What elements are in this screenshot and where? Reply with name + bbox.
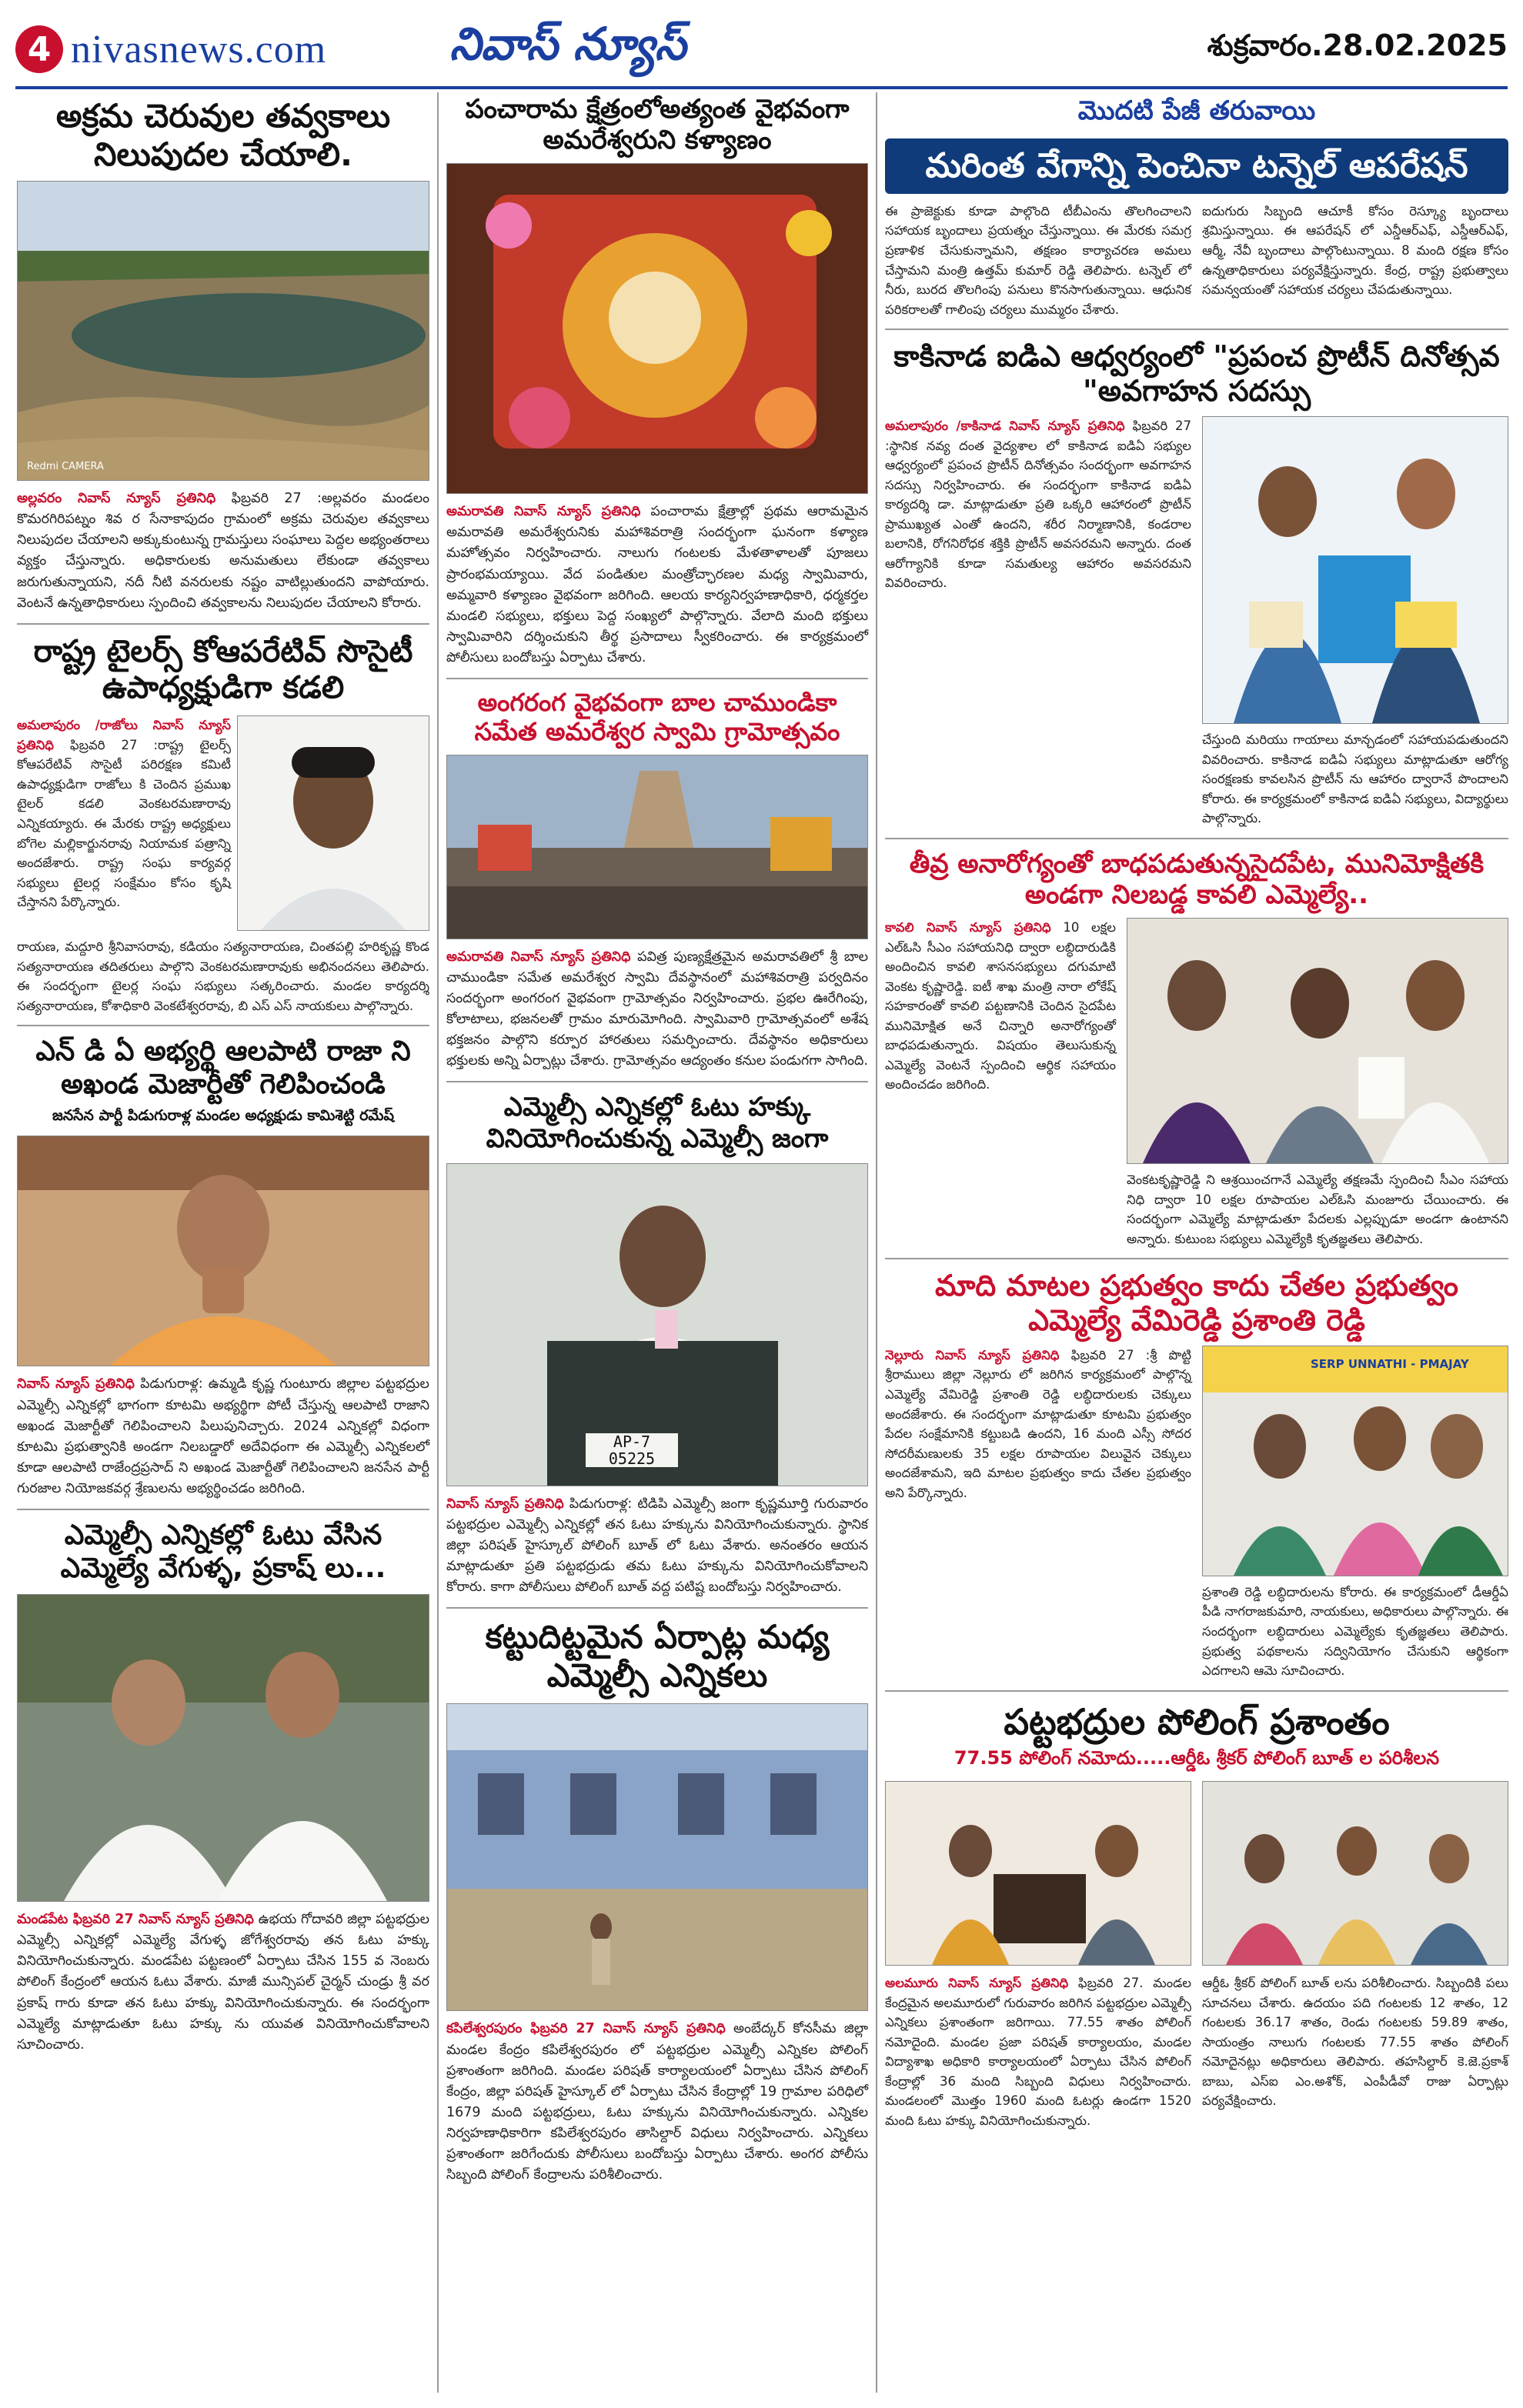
story-body-continued: వెంకటకృష్ణారెడ్డి ని ఆశ్రయించగానే ఎమ్మెల్యే తక్షణమే స్పందించి సీఎం సహాయ నిధి ద్వారా 10 లక్షల రూపాయల ఎల్ఓసి మంజూరు చేయించారు. ఈ సందర్భంగా ఎమ్మెల్యే మాట్లాడుతూ పేదలకు ఎల్లప్పుడూ అండగా ఉంటానని అన్నారు. కుటుంబ సభ్యులు ఎమ్మెల్యేకి కృతజ్ఞతలు తెలిపారు. xyxy=(1127,1172,1508,1246)
story-body-continued: చేస్తుంది మరియు గాయాలు మాన్చడంలో సహాయపడుతుందని వివరించారు. కాకినాడ ఐడిఏ సభ్యులు మాట్లాడుతూ ఆరోగ్య సంరక్షణకు కావలసిన ప్రొటీన్ ను ఆహారం ద్వారానే పొందాలని కోరారు. ఈ కార్యక్రమంలో కాకినాడ ఐడిఏ సభ్యులు, విద్యార్థులు పాల్గొన్నారు. xyxy=(1202,732,1508,826)
story-divider xyxy=(885,329,1508,330)
byline: కపిలేశ్వరపురం ఫిబ్రవరి 27 నివాస్ న్యూస్ ప్రతినిధి xyxy=(446,2021,726,2037)
photo-banner-text: SERP UNNATHI - PMAJAY xyxy=(1311,1356,1469,1371)
story-protein-day xyxy=(885,339,1508,828)
subheadline: 77.55 పోలింగ్ నమోదు.....ఆర్డీఓ శ్రీకర్ పోలింగ్ బూత్ ల పరిశీలన xyxy=(954,1746,1440,1769)
story-text: పిడుగురాళ్ల: టిడిపి ఎమ్మెల్సీ జంగా కృష్ణమూర్తి గురువారం పట్టభద్రుల ఎమ్మెల్సీ ఎన్నికల్లో తన ఓటు హక్కును వినియోగించుకున్నారు. స్థానిక జిల్లా పరిషత్ హైస్కూల్ పోలింగ్ బూత్ లో ఓటు వేశారు. అనంతరం ఆయన మాట్లాడుతూ ప్రతి పట్టభద్రుడు తమ ఓటు హక్కును వినియోగించుకోవాలని కోరారు. కాగా పోలీసులు పోలింగ్ బూత్ వద్ద పటిష్ట బందోబస్తు నిర్వహించారు. xyxy=(446,1496,868,1596)
page-number: 4 xyxy=(15,25,63,73)
doctors-photo xyxy=(1202,416,1508,724)
story-kavali-mla xyxy=(885,849,1508,1249)
voters-photo xyxy=(17,1594,429,1902)
site-url[interactable]: nivasnews.com xyxy=(71,27,327,72)
story-divider xyxy=(17,623,429,625)
story-body xyxy=(17,1374,429,1499)
headline: అంగరంగ వైభవంగా బాల చాముండికా సమేత అమరేశ్వర స్వామి గ్రామోత్సవం xyxy=(474,688,840,746)
story-body xyxy=(446,2019,868,2186)
mla-cheque-image xyxy=(1127,919,1508,1163)
byline: నివాస్ న్యూస్ ప్రతినిధి xyxy=(446,1496,564,1512)
headline: ఎన్ డి ఏ అభ్యర్థి ఆలపాటి రాజా ని అఖండ మెజార్టీతో గెలిపించండి xyxy=(35,1036,411,1100)
story-text: ఫిబ్రవరి 27 :రాష్ట్ర టైలర్స్ కోఆపరేటివ్ సొసైటీ పరిరక్షణ కమిటీ ఉపాధ్యక్షుడిగా రాజోలు కి చెందిన ప్రముఖ టైలర్ కడలి వెంకటరమణారావు ఎన్నికయ్యారు. ఈ మేరకు రాష్ట్ర అధ్యక్షులు బోగెల మల్లికార్జునరావు నియామక పత్రాన్ని అందజేశారు. రాష్ట్ర సంఘ కార్యవర్గ సభ్యులు టైలర్ల సంక్షేమం కోసం కృషి చేస్తానని పేర్కొన్నారు. xyxy=(17,737,231,910)
headline: తీవ్ర అనారోగ్యంతో బాధపడుతున్నసైదపేట, మునిమోక్షితకి అండగా నిలబడ్డ కావలి ఎమ్మెల్యే.. xyxy=(909,848,1485,910)
story-body xyxy=(885,1973,1191,2131)
byline: అమరావతి నివాస్ న్యూస్ ప్రతినిధి xyxy=(446,949,631,965)
subheadline: జనసేన పార్టీ పిడుగురాళ్ల మండల అధ్యక్షుడు కామిశెట్టి రమేష్ xyxy=(52,1107,395,1125)
story-divider xyxy=(885,1690,1508,1692)
story-text: పవిత్ర పుణ్యక్షేత్రమైన అమరావతిలో శ్రీ బాల చాముండికా సమేత అమరేశ్వర స్వామి దేవస్థానంలో మహాశివరాత్రి పర్వదినం సందర్భంగా అంగరంగ వైభవంగా గ్రామోత్సవం నిర్వహించారు. ప్రభల ఊరేగింపు, కోలాటాలు, భజనలతో గ్రామం మారుమోగింది. స్వామివారి గ్రామోత్సవంలో అశేష భక్తజనం పాల్గొని కర్పూర హారతులు సమర్పించారు. దేవస్థానం అధికారులు భక్తులకు అన్ని ఏర్పాట్లు చేశారు. గ్రామోత్సవం ఆద్యంతం కనుల పండుగగా సాగింది. xyxy=(446,949,868,1069)
masthead-rule xyxy=(15,86,1508,89)
byline: కావలి నివాస్ న్యూస్ ప్రతినిధి xyxy=(885,919,1051,935)
story-text: ఉభయ గోదావరి జిల్లా పట్టభద్రుల ఎమ్మెల్సీ ఎన్నికల్లో ఎమ్మెల్యే వేగుళ్ళ జోగేశ్వరరావు తన ఓటు హక్కు వినియోగించుకున్నారు. మండపేట పట్టణంలో ఏర్పాటు చేసిన 155 వ నెంబరు పోలింగ్ కేంద్రంలో ఆయన ఓటు వేశారు. మాజీ మున్సిపల్ చైర్మన్ చుండ్రు శ్రీ వర ప్రకాష్ గారు కూడా తన ఓటు హక్కు వినియోగించుకున్నారు. ఈ సందర్భంగా ఎమ్మెల్యే మాట్లాడుతూ ఓటు హక్కు ను యువత వినియోగించుకోవాలని సూచించారు. xyxy=(17,1912,429,2053)
right-column xyxy=(885,94,1508,2130)
story-tunnel-operation xyxy=(885,94,1508,319)
story-body-left: ఈ ప్రాజెక్టుకు కూడా పాల్గొంది టీబీఎంను తొలగించాలని సహాయక బృందాలు ప్రయత్నం చేస్తున్నాయి. ఈ మేరకు సమగ్ర ప్రణాళిక చేసుకున్నామని, తక్షణం కార్యాచరణ అమలు చేస్తామని మంత్రి ఉత్తమ్ కుమార్ రెడ్డి తెలిపారు. టన్నెల్ లో నీరు, బురద తొలగింపు పనులు కొనసాగుతున్నాయి. ఆధునిక పరికరాలతో గాలింపు చర్యలు ముమ్మరం చేశారు. xyxy=(885,203,1191,317)
byline: మండపేట ఫిబ్రవరి 27 నివాస్ న్యూస్ ప్రతినిధి xyxy=(17,1912,254,1928)
left-column xyxy=(17,94,429,2056)
story-body-continued: ప్రశాంతి రెడ్డి లబ్ధిదారులను కోరారు. ఈ కార్యక్రమంలో డీఆర్డీఏ పీడి నాగరాజకుమారి, నాయకులు, అధికారులు పాల్గొన్నారు. ఈ సందర్భంగా లబ్ధిదారులు ఎమ్మెల్యేకు కృతజ్ఞతలు తెలిపారు. ప్రభుత్వ పథకాలను సద్వినియోగం చేసుకుని ఆర్థికంగా ఎదగాలని ఆమె సూచించారు. xyxy=(1202,1584,1508,1679)
story-divider xyxy=(446,678,868,679)
story-nda-candidate xyxy=(17,1036,429,1499)
cheque-distribution-image xyxy=(1203,1346,1508,1576)
byline: అమలాపురం /కాకినాడ నివాస్ న్యూస్ ప్రతినిధి xyxy=(885,418,1125,433)
story-body xyxy=(17,489,429,614)
story-divider xyxy=(446,1607,868,1609)
headline: మాది మాటల ప్రభుత్వం కాదు చేతల ప్రభుత్వం ఎమ్మెల్యే వేమిరెడ్డి ప్రశాంతి రెడ్డి xyxy=(934,1269,1459,1338)
story-text: ఫిబ్రవరి 27 :శ్రీ పొట్టి శ్రీరాములు జిల్లా నెల్లూరు లో జరిగిన కార్యక్రమంలో పాల్గొన్న ఎమ్మెల్యే వేమిరెడ్డి ప్రశాంతి రెడ్డి లబ్ధిదారులకు చెక్కులు అందజేశారు. ఈ సందర్భంగా మాట్లాడుతూ కూటమి ప్రభుత్వం పేదల సంక్షేమానికి కట్టుబడి ఉందని, 16 మంది ఎస్సీ సోదర సోదరీమణులకు 35 లక్షల రూపాయల విలువైన చెక్కులు అందజేశామని, ఇది మాటల ప్రభుత్వం కాదు చేతల ప్రభుత్వం అని పేర్కొన్నారు. xyxy=(885,1347,1192,1500)
byline: అమలాపురం /రాజోలు నివాస్ న్యూస్ ప్రతినిధి xyxy=(17,718,231,752)
polling-school-image xyxy=(447,1704,867,2010)
byline: అల్లవరం నివాస్ న్యూస్ ప్రతినిధి xyxy=(17,491,216,507)
portrait-photo xyxy=(237,715,429,931)
story-gramotsavam xyxy=(446,689,868,1072)
story-text: పిడుగురాళ్ల: ఉమ్మడి కృష్ణ గుంటూరు జిల్లాల పట్టభద్రుల ఎమ్మెల్సీ ఎన్నికల్లో భాగంగా కూటమి అభ్యర్థిగా పోటీ చేస్తున్న ఆలపాటి రాజాని అఖండ మెజార్టీతో గెలిపించాలని పిలుపునిచ్చారు. 2024 ఎన్నికల్లో విధంగా కూటమి ప్రభుత్వానికి అండగా నిలబడ్డారో అదేవిధంగా ఈ ఎమ్మెల్సీ ఎన్నికలలో కూడా ఆలపాటి రాజేంద్రప్రసాద్ ని అఖండ మెజార్టీతో గెలిపించాలని జనసేన పార్టీ గురజాల నియోజకవర్గ శ్రేణులను అభ్యర్థించడం జరిగింది. xyxy=(17,1376,429,1497)
story-divider xyxy=(17,1025,429,1026)
story-body-continued: ఆర్డీఓ శ్రీకర్ పోలింగ్ బూత్ లను పరిశీలించారు. సిబ్బందికి పలు సూచనలు చేశారు. ఉదయం పది గంటలకు 12 శాతం, 12 గంటలకు 36.17 శాతం, రెండు గంటలకు 59.89 శాతం, సాయంత్రం నాలుగు గంటలకు 77.55 శాతం పోలింగ్ నమోదైనట్లు అధికారులు తెలిపారు. తహసిల్దార్ కె.జె.ప్రకాశ్ బాబు, ఎస్ఐ ఎం.అశోక్, ఎంపీడీవో రాజు ఏర్పాట్లు పర్యవేక్షించారు. xyxy=(1202,1975,1508,2109)
headline: పట్టభద్రుల పోలింగ్ ప్రశాంతం xyxy=(1004,1700,1390,1743)
headline: ఎమ్మెల్సీ ఎన్నికల్లో ఓటు వేసిన ఎమ్మెల్యే వేగుళ్ళ, ప్రకాష్ లు... xyxy=(60,1519,386,1584)
story-divider xyxy=(446,1081,868,1082)
story-graduates-polling xyxy=(885,1701,1508,2131)
story-divider xyxy=(885,1258,1508,1259)
column-divider xyxy=(437,92,439,2393)
story-body-right: ఐదుగురు సిబ్బంది ఆచూకీ కోసం రెస్క్యూ బృందాలు శ్రమిస్తున్నాయి. ఈ ఆపరేషన్ లో ఎన్డీఆర్ఎఫ్, ఎస్డీఆర్ఎఫ్, ఆర్మీ, నేవీ బృందాలు పాల్గొంటున్నాయి. 8 మంది రక్షణ కోసం ఉన్నతాధికారులు పర్యవేక్షిస్తున్నారు. కేంద్ర, రాష్ట్ర ప్రభుత్వాలు సమన్వయంతో సహాయక చర్యలు చేపడుతున్నాయి. xyxy=(1202,203,1508,298)
pond-landscape-image xyxy=(18,182,429,481)
story-body xyxy=(885,918,1116,1249)
story-text: ఫిబ్రవరి 27 :స్థానిక నవ్య దంత వైద్యశాల లో కాకినాడ ఐడిఏ సభ్యుల ఆధ్వర్యంలో ప్రపంచ ప్రొటీన్ దినోత్సవం సందర్భంగా అవగాహన సదస్సు నిర్వహించారు. ఈ సందర్భంగా కాకినాడ ఐడిఏ కార్యదర్శి డా. మాట్లాడుతూ ప్రతి ఒక్కరి ఆహారంలో ప్రొటీన్ ప్రాముఖ్యత ఎంతో ఉందని, శరీర నిర్మాణానికి, కండరాల బలానికి, రోగనిరోధక శక్తికి ప్రొటీన్ అవసరమని అన్నారు. దంత ఆరోగ్యానికి కూడా సమతుల్య ఆహారం అవసరమని వివరించారు. xyxy=(885,418,1191,591)
temple-deity-image xyxy=(447,164,867,493)
byline: నివాస్ న్యూస్ ప్రతినిధి xyxy=(17,1376,135,1392)
story-body xyxy=(17,715,231,931)
headline: మరింత వేగాన్ని పెంచినా టన్నెల్ ఆపరేషన్ xyxy=(885,138,1508,194)
ballot-photo xyxy=(446,1163,868,1486)
portrait-image xyxy=(238,716,429,930)
polling-photo-right xyxy=(1202,1781,1508,1966)
procession-photo xyxy=(446,755,868,939)
story-body-continued: రాయణ, మద్దూరి శ్రీనివాసరావు, కడియం సత్యనారాయణ, చింతపల్లి హరికృష్ణ కొండ సత్యనారాయణ తదితరులు పాల్గొని వెంకటరమణారావుకు అభినందనలు తెలిపారు. ఈ సందర్భంగా టైలర్ల సంఘ సభ్యులు సత్కరించారు. మండల కార్యదర్శి సత్యనారాయణ, కోశాధికారి వెంకటేశ్వరరావు, బి ఎస్ ఎస్ నాయకులు పాల్గొన్నారు. xyxy=(17,939,429,1013)
headline: అక్రమ చెరువుల తవ్వకాలు నిలుపుదల చేయాలి. xyxy=(55,97,391,173)
story-body xyxy=(885,1346,1191,1681)
story-body xyxy=(446,502,868,669)
newspaper-brand: నివాస్ న్యూస్ xyxy=(449,17,686,70)
story-divider xyxy=(17,1509,429,1510)
story-body xyxy=(446,1494,868,1599)
continued-tag: మొదటి పేజీ తరువాయి xyxy=(885,94,1508,134)
leader-image xyxy=(18,1136,429,1366)
polling-queue-image xyxy=(1203,1782,1508,1965)
story-divider xyxy=(885,838,1508,839)
byline: అమరావతి నివాస్ న్యూస్ ప్రతినిధి xyxy=(446,504,641,520)
story-body xyxy=(885,416,1191,829)
headline: కాకినాడ ఐడిఎ ఆధ్వర్యంలో "ప్రపంచ ప్రొటీన్ దినోత్సవ "అవగాహన సదస్సు xyxy=(893,339,1500,409)
story-body xyxy=(446,947,868,1072)
story-jangaa-vote xyxy=(446,1092,868,1598)
leader-photo xyxy=(17,1136,429,1366)
story-text: 10 లక్షల ఎల్ఓసి సీఎం సహాయనిధి ద్వారా లబ్ధిదారుడికి అందించిన కావలి శాసనసభ్యులు దగుమాటి వెంకట కృష్ణారెడ్డి. ఐటీ శాఖ మంత్రి నారా లోకేష్ సహకారంతో కావలి పట్టణానికి చెందిన సైదపేట మునిమోక్షిత అనే చిన్నారి అనారోగ్యంతో బాధపడుతున్నారు. విషయం తెలుసుకున్న ఎమ్మెల్యే వెంటనే స్పందించి ఆర్థిక సహాయం అందించడం జరిగింది. xyxy=(885,919,1116,1092)
story-text: ఫిబ్రవరి 27. మండల కేంద్రమైన అలమూరులో గురువారం జరిగిన పట్టభద్రుల ఎమ్మెల్సీ ఎన్నికలు ప్రశాంతంగా జరిగాయి. 77.55 శాతం పోలింగ్ నమోదైంది. మండల ప్రజా పరిషత్ కార్యాలయం, మండల విద్యాశాఖ అధికారి కార్యాలయంలో ఏర్పాటు చేసిన పోలింగ్ కేంద్రాల్లో 36 మంది సిబ్బంది విధులు నిర్వహించారు. మండలంలో మొత్తం 1960 మంది ఓటర్లు ఉండగా 1520 మంది ఓటు హక్కు వినియోగించుకున్నారు. xyxy=(885,1975,1191,2128)
story-tight-arrangements xyxy=(446,1618,868,2186)
story-illegal-ponds xyxy=(17,97,429,614)
middle-column xyxy=(446,94,868,2186)
doctors-image xyxy=(1203,417,1508,723)
polling-photo-left xyxy=(885,1781,1191,1966)
story-text: ఫిబ్రవరి 27 :అల్లవరం మండలం కొమరగిరిపట్నం శివ ర సేనాకాపుదం గ్రామంలో అక్రమ చెరువుల తవ్వకాలు నిలుపుదల చేయాలని అక్కుకుంటున్న గ్రామస్తులు సంఘాలు పెద్దల అభ్యంతరాలు వ్యక్తం చేస్తున్నారు. అధికారులకు అనుమతులు లేకుండా తవ్వకాలు జరుగుతున్నాయని, నదీ నీటి వనరులకు నష్టం వాటిల్లుతుందని వాపోయారు. వెంటనే ఉన్నతాధికారులు స్పందించి తవ్వకాలను నిలుపుదల చేయాలని కోరారు. xyxy=(17,491,429,611)
byline: అలమూరు నివాస్ న్యూస్ ప్రతినిధి xyxy=(885,1975,1069,1990)
story-prashanthi-reddy xyxy=(885,1269,1508,1680)
polling-booth-image xyxy=(886,1782,1191,1965)
dateline: శుక్రవారం.28.02.2025 xyxy=(1207,28,1508,62)
procession-image xyxy=(447,755,867,939)
story-tailors-society xyxy=(17,634,429,1016)
byline: నెల్లూరు నివాస్ న్యూస్ ప్రతినిధి xyxy=(885,1347,1060,1362)
headline: పంచారామ క్షేత్రంలోఅత్యంత వైభవంగా అమరేశ్వరుని కళ్యాణం xyxy=(465,94,850,156)
voters-image xyxy=(18,1595,429,1901)
masthead xyxy=(15,15,1508,83)
column-divider xyxy=(876,92,877,2393)
deity-photo xyxy=(446,163,868,494)
story-text: పంచారామ క్షేత్రాల్లో ప్రథమ ఆరామమైన అమరావతి అమరేశ్వరునికు మహాశివరాత్రి సందర్భంగా ఘనంగా కళ్యాణ మహోత్సవం నిర్వహించారు. నాలుగు గంటలకు మేళతాళాలతో పూజలు ప్రారంభమయ్యాయి. వేద పండితుల మంత్రోచ్ఛారణల మధ్య స్వామివారు, అమ్మవారి కళ్యాణం వైభవంగా జరిగింది. ఆలయ కార్యనిర్వహణాధికారి, ధర్మకర్తల మండలి సభ్యులు, భక్తులు పెద్ద సంఖ్యలో పాల్గొన్నారు. వేలాది మంది భక్తులు స్వామివారిని దర్శించుకుని తీర్థ ప్రసాదాలు స్వీకరించారు. ఈ కార్యక్రమంలో పోలీసులు బందోబస్తు ఏర్పాటు చేశారు. xyxy=(446,504,868,666)
headline: ఎమ్మెల్సీ ఎన్నికల్లో ఓటు హక్కు వినియోగించుకున్న ఎమ్మెల్సీ జంగా xyxy=(486,1092,829,1154)
ballot-box-label: AP-7 05225 xyxy=(586,1433,678,1467)
story-body xyxy=(17,1909,429,2056)
cheque-distribution-photo xyxy=(1202,1346,1508,1576)
headline: కట్టుదిట్టమైన ఏర్పాట్ల మధ్య ఎమ్మెల్సీ ఎన్నికలు xyxy=(485,1618,830,1694)
headline: రాష్ట్ర టైలర్స్ కోఆపరేటివ్ సొసైటీ ఉపాధ్యక్షుడిగా కడలి xyxy=(33,633,413,706)
mla-photo xyxy=(1127,918,1508,1164)
story-text: అంబేద్కర్ కోనసీమ జిల్లా మండల కేంద్రం కపిలేశ్వరపురం లో పట్టభద్రుల ఎమ్మెల్సీ ఎన్నికల పోలింగ్ ప్రశాంతంగా జరిగింది. మండల పరిషత్ కార్యాలయంలో ఏర్పాటు చేసిన పోలింగ్ కేంద్రం, జిల్లా పరిషత్ హైస్కూల్ లో ఏర్పాటు చేసిన కేంద్రాల్లో 19 గ్రామాల పరిధిలో 1679 మంది పట్టభద్రులు, ఓటు హక్కును వినియోగించుకున్నారు. ఎన్నికల నిర్వహణాధికారిగా కపిలేశ్వరపురం తాసిల్దార్ విధులు నిర్వహించారు. ఎన్నికలు ప్రశాంతంగా జరిగేందుకు పోలీసులు బందోబస్తు ఏర్పాటు చేశారు. అంగర పోలీసు సిబ్బంది పోలింగ్ కేంద్రాలను పరిశీలించారు. xyxy=(446,2021,868,2183)
story-mla-voted xyxy=(17,1519,429,2056)
pond-photo xyxy=(17,181,429,481)
camera-watermark: Redmi CAMERA xyxy=(27,461,104,473)
school-photo xyxy=(446,1703,868,2011)
story-amareswara-kalyanam xyxy=(446,94,868,669)
